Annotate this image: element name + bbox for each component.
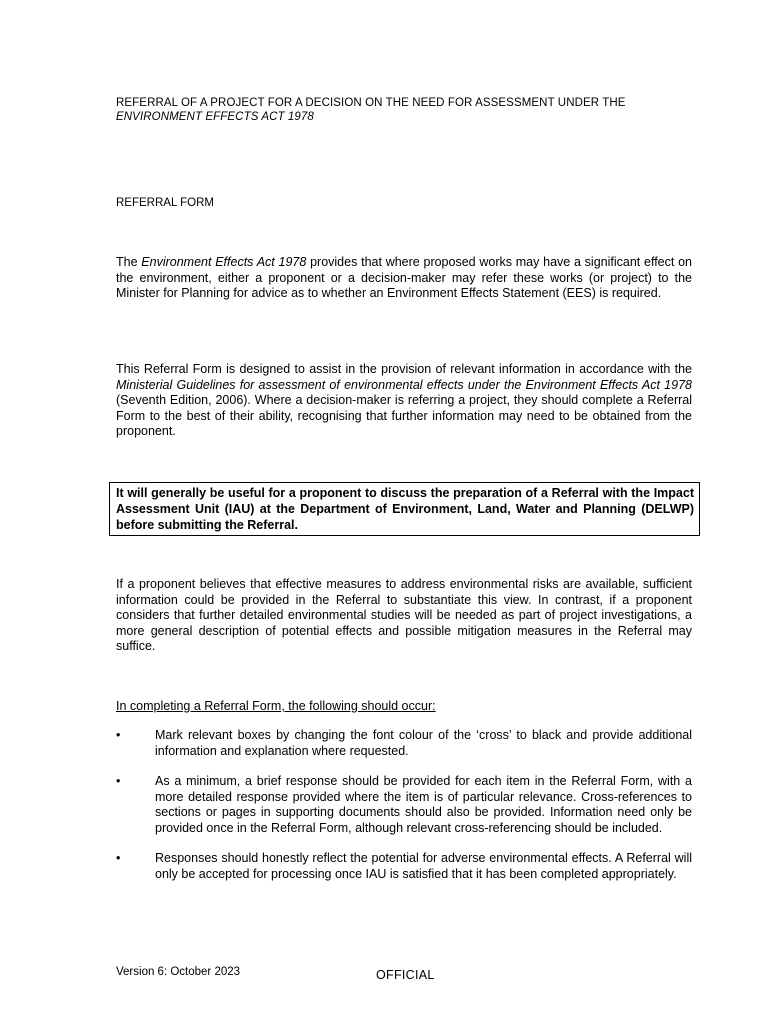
list-item bbox=[116, 774, 692, 836]
instructions-list bbox=[116, 728, 692, 897]
list-item-text: As a minimum, a brief response should be provided for each item in the Referral Form, with a more detailed response provided where the item is of particular relevance. Cross-references to sections or pages in supporting documents should also be provided. Information need only be provided once in the Referral Form, although relevant cross-referencing should be included. bbox=[155, 774, 692, 835]
title-line-2: ENVIRONMENT EFFECTS ACT 1978 bbox=[116, 111, 314, 123]
instructions-heading: In completing a Referral Form, the following should occur: bbox=[116, 699, 436, 713]
measures-paragraph: If a proponent believes that effective measures to address environmental risks are available, sufficient information could be provided in the Referral to substantiate this view. In contrast, if a proponent considers that further detailed environmental studies will be needed as part of project investigations, a more general description of potential effects and possible mitigation measures in the Referral may suffice. bbox=[116, 577, 692, 653]
intro-pre: The bbox=[116, 255, 142, 269]
bullet-icon: • bbox=[116, 728, 121, 742]
document-title bbox=[116, 96, 716, 124]
intro-act-name: Environment Effects Act 1978 bbox=[141, 255, 307, 269]
footer-classification: OFFICIAL bbox=[376, 968, 435, 982]
purpose-pre: This Referral Form is designed to assist in the provision of relevant information in accordance with the bbox=[116, 362, 692, 376]
list-item-text: Responses should honestly reflect the potential for adverse environmental effects. A Referral will only be accepted for processing once IAU is satisfied that it has been completed appropriately. bbox=[155, 851, 692, 881]
notice-box: It will generally be useful for a proponent to discuss the preparation of a Referral with the Impact Assessment Unit (IAU) at the Department of Environment, Land, Water and Planning (DELWP) before submitting the Referral. bbox=[109, 482, 700, 536]
list-item-text: Mark relevant boxes by changing the font colour of the ‘cross’ to black and provide additional information and explanation where requested. bbox=[155, 728, 692, 758]
list-item bbox=[116, 851, 692, 882]
intro-post: provides that where proposed works may have a significant effect on the environment, either a proponent or a decision-maker may refer these works (or project) to the Minister for Planning for advice as to whether an Environment Effects Statement (EES) is required. bbox=[116, 255, 693, 300]
title-line-1: REFERRAL OF A PROJECT FOR A DECISION ON THE NEED FOR ASSESSMENT UNDER THE bbox=[116, 97, 626, 109]
bullet-icon: • bbox=[116, 851, 121, 865]
purpose-paragraph bbox=[116, 362, 692, 440]
list-item bbox=[116, 728, 692, 759]
form-label: REFERRAL FORM bbox=[116, 197, 214, 209]
intro-paragraph bbox=[116, 255, 692, 302]
purpose-post: (Seventh Edition, 2006). Where a decision-maker is referring a project, they should complete a Referral Form to the best of their ability, recognising that further information may need to be obtained from the proponent. bbox=[116, 393, 692, 438]
bullet-icon: • bbox=[116, 774, 121, 788]
purpose-guidelines-name: Ministerial Guidelines for assessment of environmental effects under the Environment Effects Act 1978 bbox=[116, 377, 692, 392]
footer-version: Version 6: October 2023 bbox=[116, 966, 241, 978]
